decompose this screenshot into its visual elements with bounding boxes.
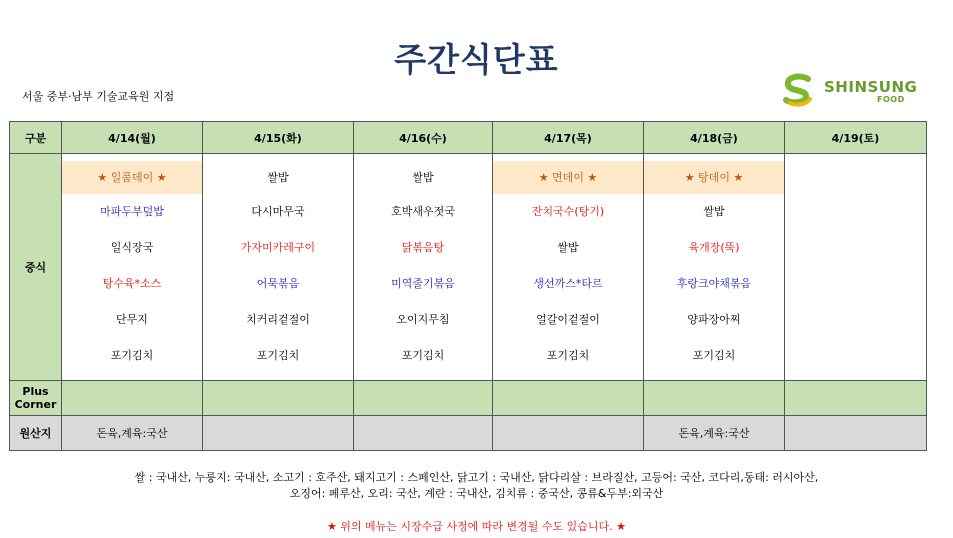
branch-name: 서울 중부·남부 기술교육원 지점 <box>22 90 175 103</box>
logo-s-icon <box>780 72 816 108</box>
origin-cell: 돈육,계육:국산 <box>62 416 203 451</box>
theme-day-banner: ★ 탕데이 ★ <box>644 161 784 194</box>
origin-notes-line1: 쌀 : 국내산, 누룽지: 국내산, 소고기 : 호주산, 돼지고기 : 스페인산, 닭고기 : 국내산, 닭다리살 : 브라질산, 고등어: 국산, 코다리,동태: 러시아산, <box>134 471 819 484</box>
day-menu <box>493 154 644 381</box>
day-header: 4/17(목) <box>493 122 644 154</box>
dish-item: 단무지 <box>116 312 148 326</box>
dish-item: 포기김치 <box>692 348 736 362</box>
plus-cell <box>354 381 493 416</box>
header-label: 구분 <box>10 122 62 154</box>
day-header: 4/15(화) <box>203 122 354 154</box>
theme-day-banner: ★ 일품데이 ★ <box>62 161 202 194</box>
day-header: 4/16(수) <box>354 122 493 154</box>
day-menu <box>354 154 493 381</box>
dish-item: 오이지무침 <box>396 312 450 326</box>
plus-corner-label <box>10 381 62 416</box>
weekly-menu-table <box>9 121 927 451</box>
dish-item: 다시마무국 <box>251 204 305 218</box>
origin-cell <box>203 416 354 451</box>
plus-label-line2: Corner <box>14 398 57 411</box>
header-row <box>10 122 927 154</box>
company-logo <box>780 72 920 108</box>
dish-item: 마파두부덮밥 <box>100 204 164 218</box>
origin-label: 원산지 <box>10 416 62 451</box>
plus-cell <box>785 381 927 416</box>
page-title: 주간식단표 <box>394 40 559 79</box>
dish-item: 탕수육*소스 <box>102 276 162 290</box>
dish-item: 육개장(뚝) <box>688 240 740 254</box>
origin-row <box>10 416 927 451</box>
dish-item: 어묵볶음 <box>256 276 300 290</box>
plus-cell <box>62 381 203 416</box>
day-menu <box>62 154 203 381</box>
origin-cell <box>493 416 644 451</box>
dish-item: 쌀밥 <box>267 170 289 184</box>
day-menu <box>644 154 785 381</box>
plus-label-line1: Plus <box>22 385 49 398</box>
origin-cell <box>785 416 927 451</box>
theme-day-banner: ★ 면데이 ★ <box>493 161 643 194</box>
dish-item: 생선까스*타르 <box>533 276 603 290</box>
dish-item: 쌀밥 <box>412 170 434 184</box>
meal-label: 중식 <box>10 154 62 381</box>
origin-notes-line2: 오징어: 페루산, 오리: 국산, 계란 : 국내산, 김치류 : 중국산, 콩류&두부:외국산 <box>289 487 664 500</box>
dish-item: 쌀밥 <box>703 204 725 218</box>
day-header: 4/19(토) <box>785 122 927 154</box>
dish-item: 닭볶음탕 <box>401 240 445 254</box>
origin-cell <box>354 416 493 451</box>
dish-item: 후랑크야채볶음 <box>676 276 752 290</box>
logo-sub: FOOD <box>877 95 905 104</box>
dish-item: 가자미카레구이 <box>240 240 316 254</box>
dish-item: 포기김치 <box>110 348 154 362</box>
plus-cell <box>644 381 785 416</box>
dish-item: 포기김치 <box>546 348 590 362</box>
logo-brand: SHINSUNG <box>824 78 918 96</box>
plus-cell <box>203 381 354 416</box>
day-menu <box>785 154 927 381</box>
plus-corner-row <box>10 381 927 416</box>
day-header: 4/18(금) <box>644 122 785 154</box>
dish-item: 호박새우젓국 <box>391 204 455 218</box>
origin-cell: 돈육,계육:국산 <box>644 416 785 451</box>
menu-change-warning: ★ 위의 메뉴는 시장수급 사정에 따라 변경될 수도 있습니다. ★ <box>326 520 627 533</box>
dish-item: 포기김치 <box>401 348 445 362</box>
dish-item: 양파장아찌 <box>687 312 741 326</box>
day-header: 4/14(월) <box>62 122 203 154</box>
dish-item: 쌀밥 <box>557 240 579 254</box>
dish-item: 얼갈이겉절이 <box>536 312 600 326</box>
dish-item: 잔치국수(탕기) <box>531 204 605 218</box>
dish-item: 일식장국 <box>110 240 154 254</box>
origin-notes <box>0 470 953 502</box>
lunch-row <box>10 154 927 381</box>
dish-item: 치커리겉절이 <box>246 312 310 326</box>
plus-cell <box>493 381 644 416</box>
dish-item: 미역줄기볶음 <box>391 276 455 290</box>
day-menu <box>203 154 354 381</box>
dish-item: 포기김치 <box>256 348 300 362</box>
